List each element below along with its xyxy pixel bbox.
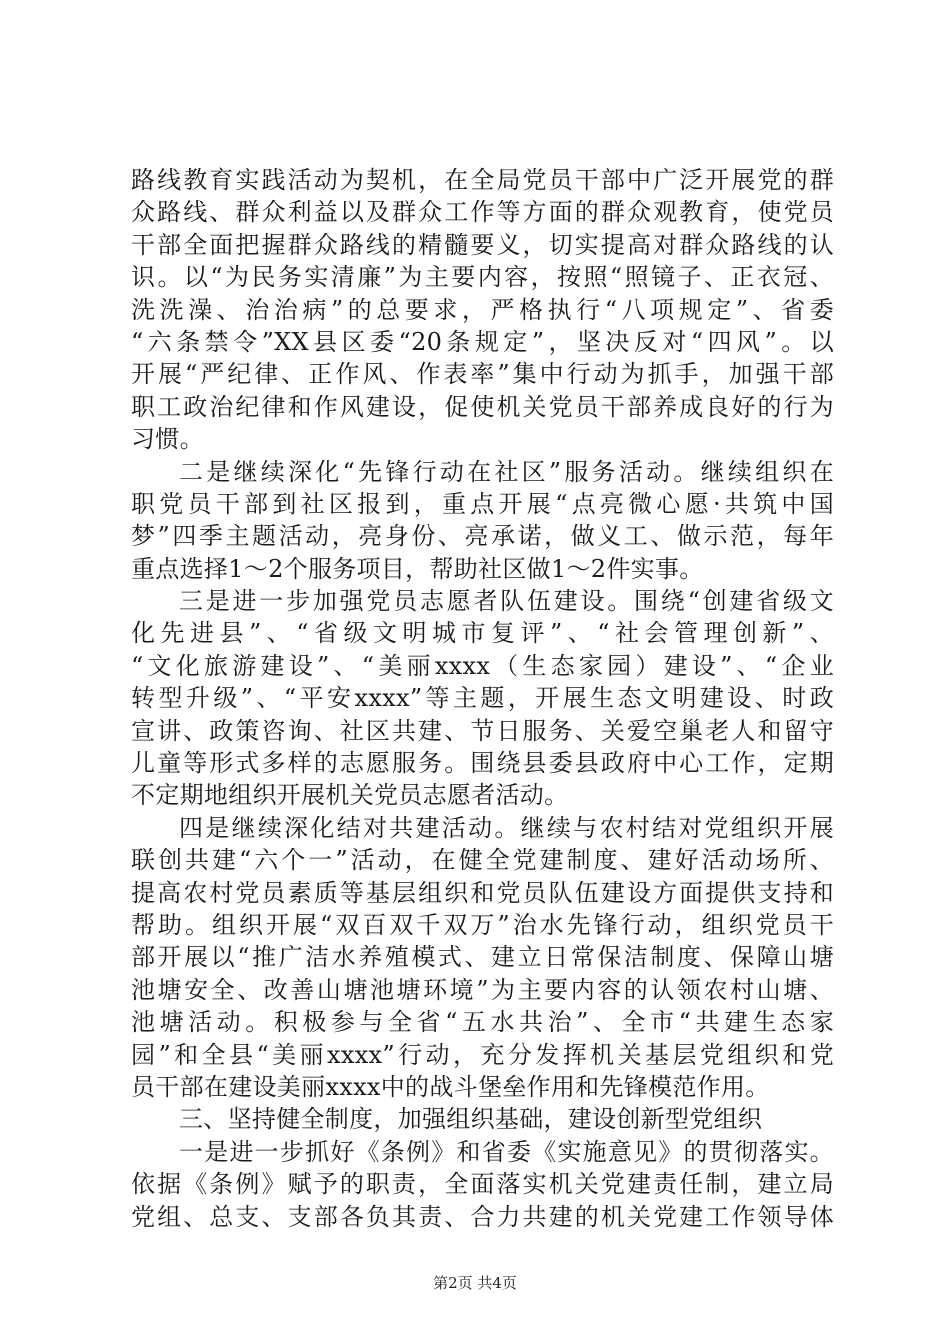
paragraph-start-line: 三是进一步加强党员志愿者队伍建设。围绕“创建省级文 [179,587,834,616]
text-line: 党组、总支、支部各负其责、合力共建的机关党建工作领导体 [131,1202,834,1231]
text-line: 提高农村党员素质等基层组织和党员队伍建设方面提供支持和 [131,878,834,907]
text-line: 职党员干部到社区报到，重点开展“点亮微心愿·共筑中国 [131,489,834,518]
text-line: 池塘活动。积极参与全省“五水共治”、全市“共建生态家 [131,1008,834,1037]
text-line: “六条禁令”XX县区委“20条规定”，坚决反对“四风”。以 [131,327,834,356]
text-line: 识。以“为民务实清廉”为主要内容，按照“照镜子、正衣冠、 [131,263,834,292]
text-line: 化先进县”、“省级文明城市复评”、“社会管理创新”、 [131,619,834,648]
text-line: 联创共建“六个一”活动，在健全党建制度、建好活动场所、 [131,846,834,875]
text-line: 池塘安全、改善山塘池塘环境”为主要内容的认领农村山塘、 [131,975,834,1004]
text-line: 习惯。 [131,425,204,454]
text-line: 部开展以“推广洁水养殖模式、建立日常保洁制度、保障山塘 [131,943,834,972]
text-line: 梦”四季主题活动，亮身份、亮承诺，做义工、做示范，每年 [131,522,834,551]
paragraph-start-line: 二是继续深化“先锋行动在社区”服务活动。继续组织在 [179,457,834,486]
text-line: 不定期地组织开展机关党员志愿者活动。 [131,781,569,810]
text-line: 帮助。组织开展“双百双千双万”治水先锋行动，组织党员干 [131,910,834,939]
text-line: 开展“严纪律、正作风、作表率”集中行动为抓手，加强干部 [131,360,834,389]
section-heading: 三、坚持健全制度，加强组织基础，建设创新型党组织 [179,1105,763,1134]
text-line: 转型升级”、“平安xxxx”等主题，开展生态文明建设、时政 [131,684,834,713]
text-line: 员干部在建设美丽xxxx中的战斗堡垒作用和先锋模范作用。 [131,1072,770,1101]
text-line: 路线教育实践活动为契机，在全局党员干部中广泛开展党的群 [131,166,834,194]
text-line: 职工政治纪律和作风建设，促使机关党员干部养成良好的行为 [131,392,834,421]
body-text [131,164,834,1233]
text-line: 重点选择1～2个服务项目，帮助社区做1～2件实事。 [131,554,704,583]
text-line: 依据《条例》赋予的职责，全面落实机关党建责任制，建立局 [131,1170,834,1199]
paragraph-start-line: 一是进一步抓好《条例》和省委《实施意见》的贯彻落实。 [179,1137,834,1166]
text-line: 园”和全县“美丽xxxx”行动，充分发挥机关基层党组织和党 [131,1040,834,1069]
page-number-footer: 第2页 共4页 [433,1274,517,1292]
text-line: 众路线、群众利益以及群众工作等方面的群众观教育，使党员 [131,198,834,227]
paragraph-start-line: 四是继续深化结对共建活动。继续与农村结对党组织开展 [179,813,834,842]
text-line: 干部全面把握群众路线的精髓要义，切实提高对群众路线的认 [131,230,834,259]
text-line: 洗洗澡、治治病”的总要求，严格执行“八项规定”、省委 [131,295,834,324]
text-line: 宣讲、政策咨询、社区共建、节日服务、关爱空巢老人和留守 [131,716,834,745]
text-line: 儿童等形式多样的志愿服务。围绕县委县政府中心工作，定期 [131,749,834,778]
text-line: “文化旅游建设”、“美丽xxxx（生态家园）建设”、“企业 [131,651,834,680]
